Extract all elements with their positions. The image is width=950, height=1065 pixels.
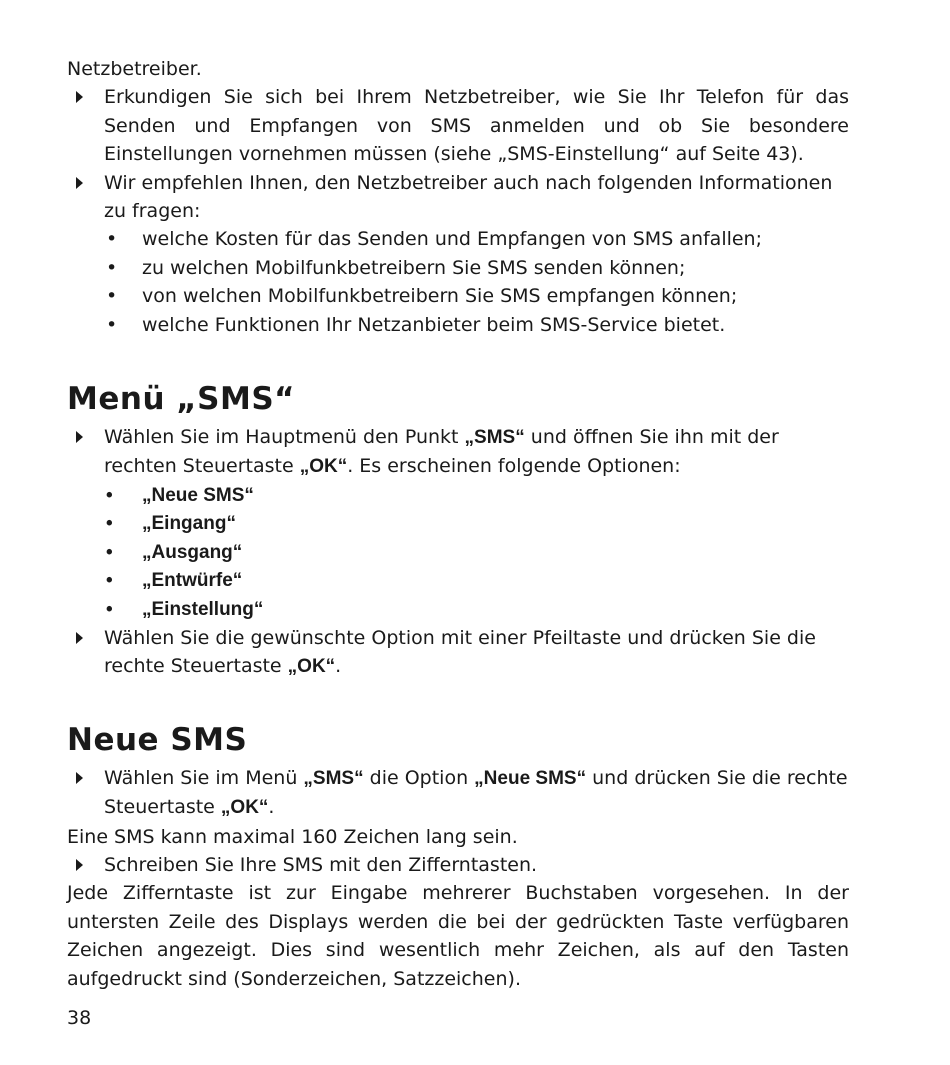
key-label: „SMS“	[464, 427, 525, 449]
instruction-item	[67, 423, 849, 482]
triangle-bullet-icon	[76, 772, 83, 784]
key-label: „OK“	[220, 797, 269, 819]
triangle-bullet-icon	[76, 91, 83, 103]
bullet-icon: •	[106, 256, 118, 279]
key-label: „Neue SMS“	[474, 767, 587, 789]
instruction-text	[104, 627, 816, 677]
instruction-item	[67, 851, 849, 879]
list-item	[67, 282, 849, 310]
triangle-bullet-icon	[76, 632, 83, 644]
bullet-icon: •	[106, 285, 118, 308]
list-item	[67, 311, 849, 339]
instruction-item	[67, 169, 849, 226]
section-heading-menu-sms: Menü „SMS“	[67, 381, 296, 418]
text-run: Wählen Sie im Hauptmenü den Punkt	[104, 426, 465, 449]
page-content	[67, 55, 849, 993]
instruction-text: Wir empfehlen Ihnen, den Netzbetreiber auch nach folgenden Informationen zu fragen:	[104, 171, 833, 223]
instruction-item	[67, 83, 849, 168]
menu-option-label: „Entwürfe“	[142, 570, 243, 592]
triangle-bullet-icon	[76, 859, 83, 871]
text-run: . Es erscheinen folgende Optionen:	[347, 455, 681, 478]
instruction-item	[67, 624, 849, 682]
bullet-icon: •	[106, 313, 118, 336]
instruction-text	[104, 767, 848, 818]
text-run: und öffnen Sie ihn mit der rechten Steuertaste	[104, 426, 779, 478]
list-item-text: welche Kosten für das Senden und Empfangen von SMS anfallen;	[142, 228, 763, 251]
key-label: „OK“	[299, 456, 348, 478]
menu-option-item	[67, 539, 849, 567]
menu-option-item	[67, 567, 849, 595]
body-paragraph: Jede Zifferntaste ist zur Eingabe mehrerer Buchstaben vorgesehen. In der untersten Zeile des Displays werden die bei der gedrückten Taste verfügbaren Zeichen angezeigt. Dies sind wesentlich mehr Zeichen, als auf den Tasten aufgedruckt sind (Sonderzeichen, Satzzeichen).	[67, 882, 849, 990]
intro-fragment: Netzbetreiber.	[67, 58, 202, 80]
key-label: „OK“	[287, 656, 336, 678]
bullet-icon: •	[106, 570, 113, 592]
list-item	[67, 254, 849, 282]
list-item-text: von welchen Mobilfunkbetreibern Sie SMS empfangen können;	[142, 285, 738, 308]
bullet-icon: •	[106, 541, 113, 563]
bullet-icon: •	[106, 484, 113, 506]
text-run: .	[268, 796, 275, 819]
key-label: „SMS“	[303, 767, 364, 789]
section-heading-neue-sms: Neue SMS	[67, 721, 248, 758]
text-run: und drücken Sie die rechte Steuertaste	[104, 766, 848, 819]
text-run: Wählen Sie die gewünschte Option mit einer Pfeiltaste und drücken Sie die rechte Steuertaste	[104, 626, 816, 678]
text-run: Wählen Sie im Menü	[104, 766, 304, 789]
list-item-text: zu welchen Mobilfunkbetreibern Sie SMS senden können;	[142, 256, 686, 279]
instruction-text: Schreiben Sie Ihre SMS mit den Zifferntasten.	[104, 853, 538, 876]
menu-option-item	[67, 510, 849, 538]
page-number: 38	[67, 1007, 92, 1029]
text-run: die Option	[363, 766, 475, 789]
triangle-bullet-icon	[76, 431, 83, 443]
menu-option-label: „Eingang“	[142, 513, 236, 535]
menu-option-label: „Neue SMS“	[142, 484, 254, 506]
bullet-icon: •	[106, 598, 113, 620]
bullet-icon: •	[106, 513, 113, 535]
text-run: .	[335, 655, 342, 678]
list-item-text: welche Funktionen Ihr Netzanbieter beim SMS-Service bietet.	[142, 313, 726, 336]
menu-option-label: „Einstellung“	[142, 598, 264, 620]
triangle-bullet-icon	[76, 177, 83, 189]
menu-option-item	[67, 596, 849, 624]
body-paragraph: Eine SMS kann maximal 160 Zeichen lang sein.	[67, 825, 518, 848]
menu-option-label: „Ausgang“	[142, 541, 243, 563]
instruction-text	[104, 426, 779, 477]
instruction-text: Erkundigen Sie sich bei Ihrem Netzbetreiber, wie Sie Ihr Telefon für das Senden und Empfangen von SMS anmelden und ob Sie besondere Einstellungen vornehmen müssen (siehe „SMS-Einstellung“ auf Seite 43).	[104, 86, 849, 166]
instruction-item	[67, 764, 849, 823]
bullet-icon: •	[106, 228, 118, 251]
list-item	[67, 225, 849, 253]
menu-option-item	[67, 482, 849, 510]
